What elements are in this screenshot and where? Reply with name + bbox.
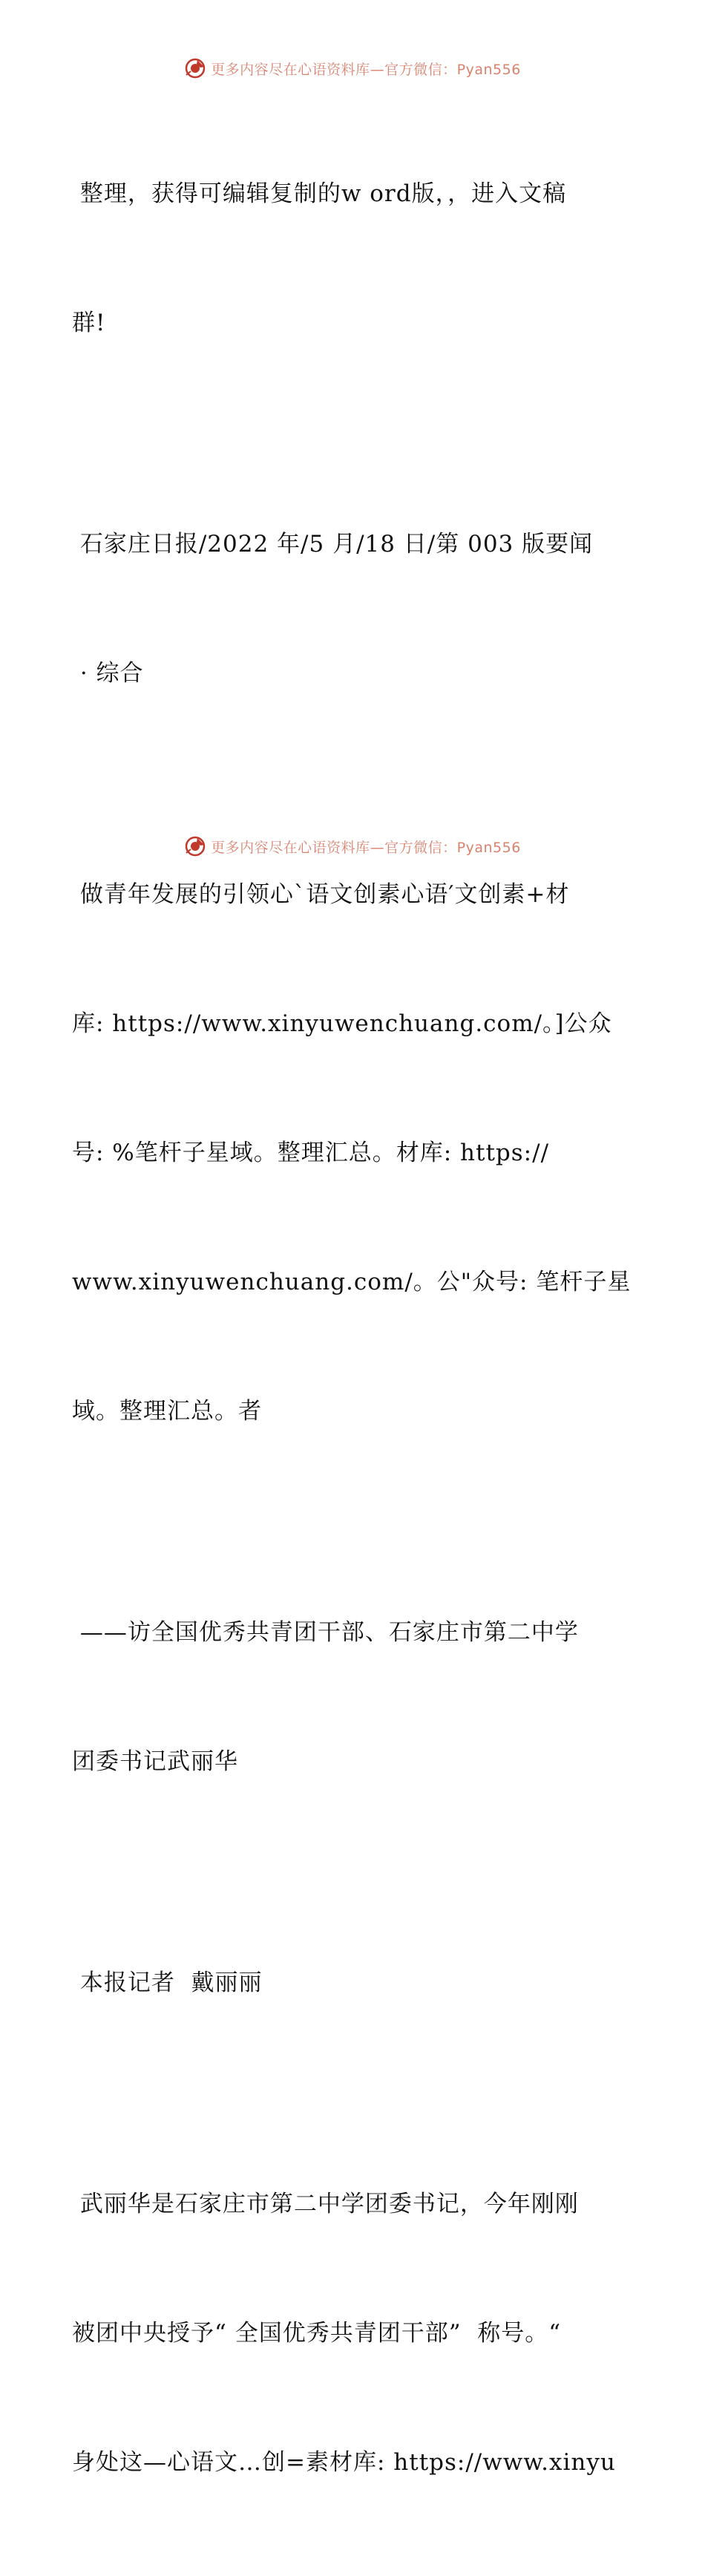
text-line: 做青年发展的引领心`语文创素心语′文创素+材 [72, 881, 570, 908]
text-line: 被团中央授予“ 全国优秀共青团干部” 称号。“ [72, 2320, 562, 2347]
header-banner [0, 53, 705, 83]
paragraph-byline [72, 1875, 636, 2090]
text-line: 石家庄日报/2022 年/5 月/18 日/第 003 版要闻 [72, 531, 594, 558]
text-line: 群! [72, 310, 106, 336]
text-line: 域。整理汇总。者 [72, 1398, 262, 1425]
text-line: 整理，获得可编辑复制的w ord版，，进入文稿 [72, 180, 567, 207]
paragraph-headline [72, 787, 636, 1519]
text-line: 身处这—心语文…创=素材库: https://www.xinyu [72, 2449, 616, 2476]
footer-banner [0, 831, 705, 861]
text-line: www.xinyuwenchuang.com/。公"众号: 笔杆子星 [72, 1269, 632, 1295]
paragraph-subtitle [72, 1525, 636, 1869]
banner-text: 更多内容尽在心语资料库—官方微信：Pyan556 [211, 61, 521, 78]
paragraph-source [72, 437, 636, 781]
paragraph-intro [72, 86, 636, 431]
text-line: 库: https://www.xinyuwenchuang.com/。]公众 [72, 1010, 612, 1037]
pen-circle-logo-icon [184, 57, 206, 79]
text-line: · 综合 [72, 660, 144, 687]
text-line: 号: %笔杆子星域。整理汇总。材库: https:// [72, 1140, 550, 1166]
text-line: ——访全国优秀共青团干部、石家庄市第二中学 [72, 1619, 579, 1646]
text-line: 团委书记武丽华 [72, 1748, 238, 1775]
banner-text: 更多内容尽在心语资料库—官方微信：Pyan556 [211, 839, 521, 856]
text-line: 武丽华是石家庄市第二中学团委书记，今年刚刚 [72, 2191, 579, 2217]
paragraph-body [72, 2096, 636, 2570]
pen-circle-logo-icon [184, 835, 206, 857]
document-body [72, 86, 636, 2576]
text-line: 本报记者 戴丽丽 [72, 1969, 263, 1996]
